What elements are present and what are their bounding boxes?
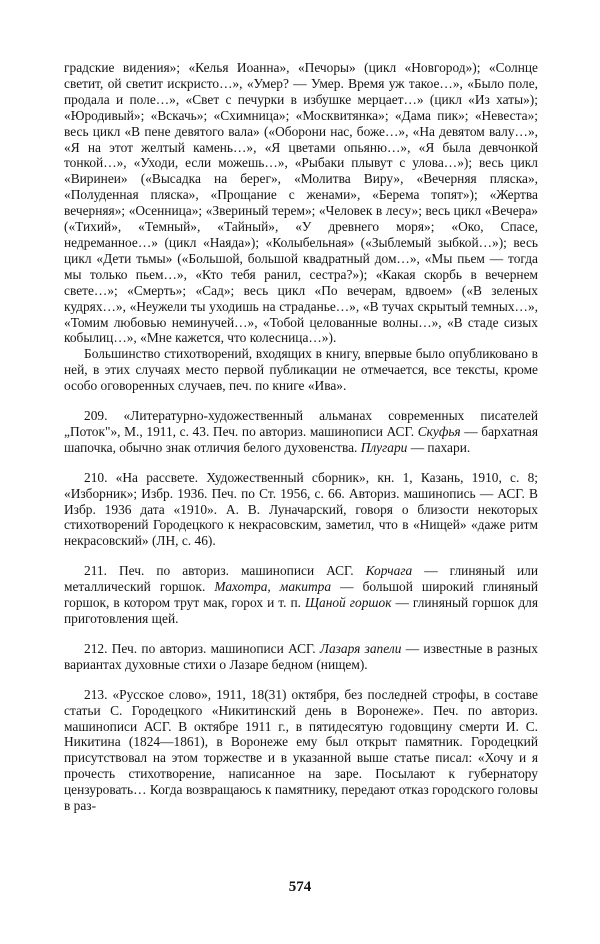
note-number: 213. xyxy=(84,686,108,702)
note-211: 211. Печ. по авториз. машинописи АСГ. Корчага — глиняный или металлический горшок. Махотра, макитра — большой широкий глиняный горшок, в котором трут мак, горох и т. п. Щаной горшок — глиняный горшок для приготовления щей. xyxy=(64,563,539,626)
note-number: 211. xyxy=(84,563,107,579)
gloss-term: Корчага xyxy=(365,563,413,579)
note-number: 209. xyxy=(84,408,108,424)
note-212: 212. Печ. по авториз. машинописи АСГ. Лазаря запели — известные в разных вариантах духовные стихи о Лазаре бедном (нищем). xyxy=(64,640,538,672)
publication-note-paragraph: Большинство стихотворений, входящих в книгу, впервые было опубликовано в ней, в этих случаях место первой публикации не отмечается, все тексты, кроме особо оговоренных случаев, печ. по книге «Ива». xyxy=(64,346,538,394)
contents-list-paragraph: градские видения»; «Келья Иоанна», «Печоры» (цикл «Новгород»); «Солнце светит, ой светит искристо…», «Умер? — Умер. Время уж такое…», «Было поле, продала и поле…», «Свет с печурки в избушке мерцает…» (цикл «Из хаты»); «Юродивый»; «Вскачь»; «Схимница»; «Москвитянка»; «Дама пик»; «Невеста»; весь цикл «В пене девятого вала» («Оборони нас, боже…», «На девятом валу…», «Я на этот желтый камень…», «Я цветами опьяню…», «Я была девчонкой тонкой…», «Уходи, если можешь…», «Рыбаки плывут с улова…»); весь цикл «Виринеи» («Высадка на берег», «Молитва Виру», «Вечерняя пляска», «Полуденная пляска», «Прощание с женами», «Берема топят»); «Жертва вечерняя»; «Осенница»; «Звериный терем»; «Человек в лесу»; весь цикл «Вечера» («Тихий», «Темный», «Тайный», «У древнего моря»; «Око, Спасе, недреманное…» (цикл «Наяда»); «Колыбельная» («Зыблемый зыбкой…»); весь цикл «Дети тьмы» («Большой, большой квадратный дом…», «Мы пьем — тогда мы только пьем…», «Кто тебя ранил, сестра?»); «Какая скорбь в вечернем свете…»; «Смерть»; «Сад»; весь цикл «По вечерам, вдвоем» («В зеленых кудрях…», «Неужели ты уходишь на страданье…», «В тучах скрытый темных…», «Томим любовью неминучей…», «Тобой целованные волны…», «В стаде сизых кобылиц…», «Мне кажется, что колесница…»). xyxy=(64,60,538,346)
gloss-term: Щаной горшок xyxy=(305,595,392,611)
gloss-term: Лазаря запели xyxy=(319,640,402,656)
gloss-term: Плугари xyxy=(360,439,408,455)
note-213: 213. «Русское слово», 1911, 18(31) октября, без последней строфы, в составе статьи С. Городецкого «Никитинский день в Воронеже». Печ. по авториз. машинописи АСГ. В октябре 1911 г., в пятидесятую годовщину смерти И. С. Никитина (1824—1861), в Воронеже ему был открыт памятник. Городецкий присутствовал на этом торжестве и в указанной выше статье писал: «Хочу и я прочесть стихотворение, написанное на заре. Посылают к губернатору цензуровать… Когда возвращаюсь к памятнику, передают отказ городского головы в раз- xyxy=(64,686,538,814)
note-number: 212. xyxy=(84,640,108,656)
page-number: 574 xyxy=(288,879,312,895)
gloss-term: Махотра, макитра xyxy=(214,579,332,595)
commentary-text xyxy=(64,60,538,814)
note-number: 210. xyxy=(84,469,108,485)
note-209: 209. «Литературно-художественный альманах современных писателей „Поток"», М., 1911, с. 43. Печ. по авториз. машинописи АСГ. Скуфья — бархатная шапочка, обычно знак отличия белого духовенства. Плугари — пахари. xyxy=(64,408,538,455)
note-210: 210. «На рассвете. Художественный сборник», кн. 1, Казань, 1910, с. 8; «Изборник»; Избр. 1936. Печ. по Ст. 1956, с. 66. Авториз. машинопись — АСГ. В Избр. 1936 дата «1910». А. В. Луначарский, говоря о близости некоторых стихотворений Городецкого к некрасовским, заметил, что в «Нищей» «даже ритм некрасовский» (ЛН, с. 46). xyxy=(64,469,538,549)
gloss-term: Скуфья xyxy=(417,423,461,439)
